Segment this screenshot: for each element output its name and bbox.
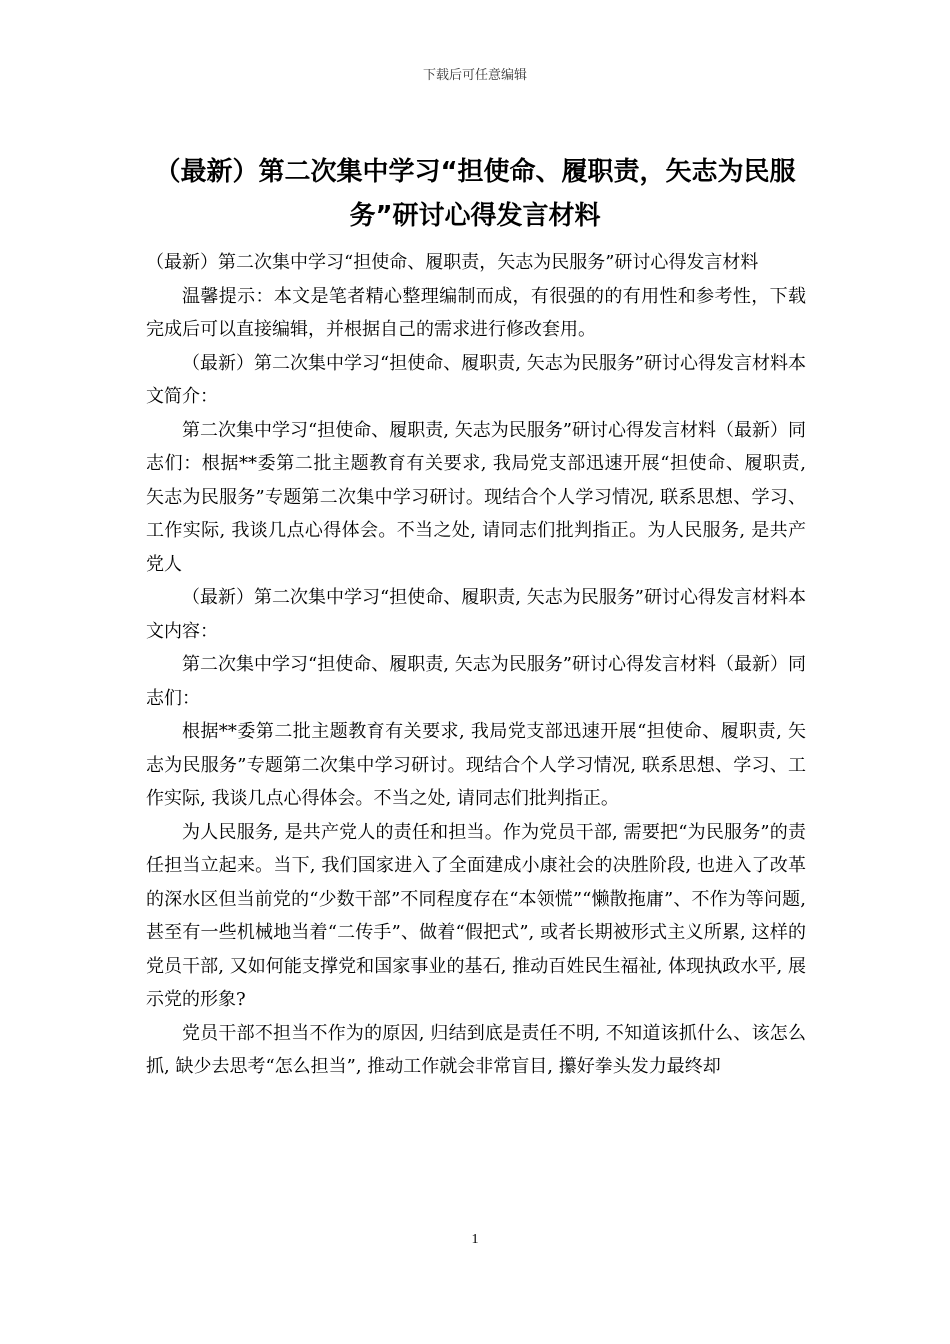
paragraph: 第二次集中学习“担使命、履职责, 矢志为民服务”研讨心得发言材料（最新）同志们： <box>146 654 806 709</box>
document-body <box>146 246 806 1084</box>
page-number: 1 <box>471 1232 479 1247</box>
paragraph: （最新）第二次集中学习“担使命、履职责, 矢志为民服务”研讨心得发言材料本文简介： <box>146 352 806 407</box>
paragraph: 温馨提示：本文是笔者精心整理编制而成，有很强的的有用性和参考性，下载完成后可以直接编辑，并根据自己的需求进行修改套用。 <box>146 285 806 340</box>
paragraph: （最新）第二次集中学习“担使命、履职责, 矢志为民服务”研讨心得发言材料本文内容： <box>146 587 806 642</box>
paragraph: 根据**委第二批主题教育有关要求, 我局党支部迅速开展“担使命、履职责, 矢志为民服务”专题第二次集中学习研讨。现结合个人学习情况, 联系思想、学习、工作实际, 我谈几点心得体会。不当之处, 请同志们批判指正。 <box>146 721 806 809</box>
document-title: （最新）第二次集中学习“担使命、履职责，矢志为民服务”研讨心得发言材料 <box>154 157 796 231</box>
paragraph: （最新）第二次集中学习“担使命、履职责，矢志为民服务”研讨心得发言材料 <box>146 252 759 273</box>
paragraph: 第二次集中学习“担使命、履职责, 矢志为民服务”研讨心得发言材料（最新）同志们：根据**委第二批主题教育有关要求, 我局党支部迅速开展“担使命、履职责, 矢志为民服务”专题第二次集中学习研讨。现结合个人学习情况, 联系思想、学习、工作实际, 我谈几点心得体会。不当之处, 请同志们批判指正。为人民服务, 是共产党人 <box>146 419 806 575</box>
header-note: 下载后可任意编辑 <box>422 68 527 83</box>
paragraph: 为人民服务, 是共产党人的责任和担当。作为党员干部, 需要把“为民服务”的责任担当立起来。当下, 我们国家进入了全面建成小康社会的决胜阶段, 也进入了改革的深水区但当前党的“少数干部”不同程度存在“本领慌”“懒散拖庸”、不作为等问题, 甚至有一些机械地当着“二传手”、做着“假把式”, 或者长期被形式主义所累, 这样的党员干部, 又如何能支撑党和国家事业的基石, 推动百姓民生福祉, 体现执政水平, 展示党的形象? <box>146 821 806 1010</box>
paragraph: 党员干部不担当不作为的原因, 归结到底是责任不明, 不知道该抓什么、该怎么抓, 缺少去思考“怎么担当”, 推动工作就会非常盲目, 攥好拳头发力最终却 <box>146 1022 806 1077</box>
